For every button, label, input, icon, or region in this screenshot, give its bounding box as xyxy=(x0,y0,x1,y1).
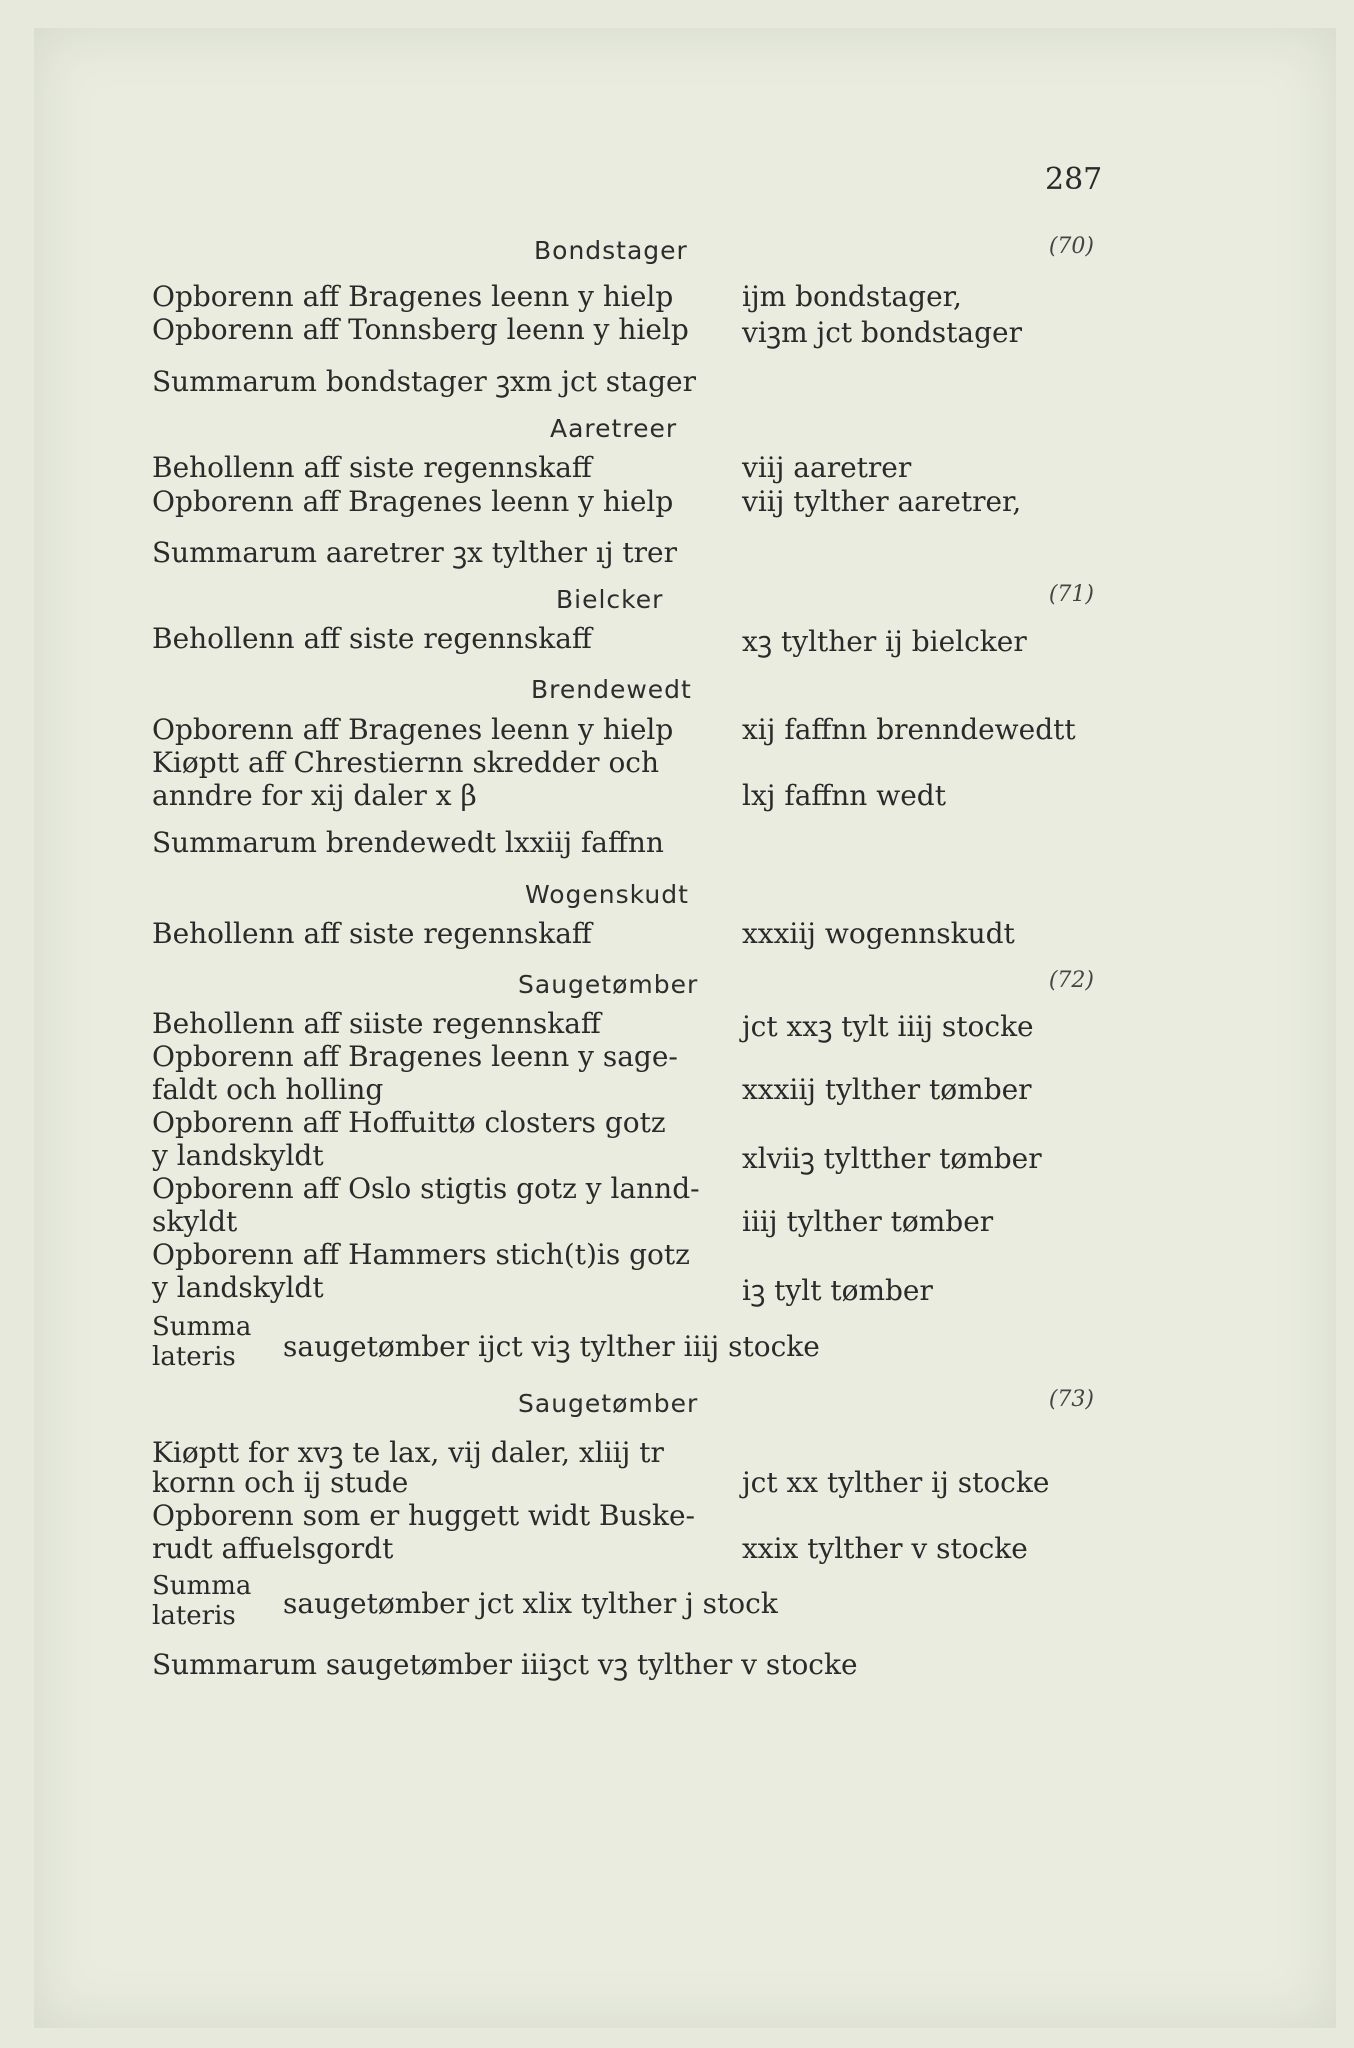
entry-left: Behollenn aff siste regennskaff xyxy=(152,622,592,655)
entry-left: Opborenn aff Bragenes leenn y hielp xyxy=(152,280,674,313)
summary-line: Summarum saugetømber iiiꝫct vꝫ tylther v stocke xyxy=(152,1648,858,1681)
entry-right: viꝫm jct bondstager xyxy=(742,316,1022,349)
entry-left: y landskyldt xyxy=(152,1271,324,1304)
section-heading-wogenskudt: Wogenskudt xyxy=(525,880,689,909)
entry-left: skyldt xyxy=(152,1205,238,1238)
summa-lateris-text: saugetømber ijct viꝫ tylther iiij stocke xyxy=(283,1330,820,1363)
summa-lateris-label xyxy=(152,1571,251,1631)
entry-right: ijm bondstager, xyxy=(742,280,962,313)
summa-lateris-text: saugetømber jct xlix tylther j stock xyxy=(283,1587,778,1620)
page-number: 287 xyxy=(1045,162,1103,197)
entry-right: xij faffnn brenndewedtt xyxy=(742,713,1076,746)
section-ref: (73) xyxy=(1048,1387,1094,1412)
entry-right: viij aaretrer xyxy=(742,451,912,484)
entry-right: lxj faffnn wedt xyxy=(742,779,946,812)
section-heading-saugetomber: Saugetømber xyxy=(518,1389,699,1418)
section-ref: (72) xyxy=(1048,968,1094,993)
section-ref: (70) xyxy=(1048,234,1094,259)
entry-right: xxxiij tylther tømber xyxy=(742,1073,1032,1106)
section-ref: (71) xyxy=(1048,582,1094,607)
entry-left: Opborenn aff Bragenes leenn y hielp xyxy=(152,713,674,746)
entry-right: iꝫ tylt tømber xyxy=(742,1274,933,1307)
entry-left: kornn och ij stude xyxy=(152,1466,409,1499)
lateris-word: lateris xyxy=(152,1601,236,1631)
summa-word: Summa xyxy=(152,1571,252,1601)
entry-left: y landskyldt xyxy=(152,1139,324,1172)
entry-left: Opborenn aff Bragenes leenn y sage- xyxy=(152,1040,678,1073)
section-heading-saugetomber: Saugetømber xyxy=(518,970,699,999)
section-heading-bielcker: Bielcker xyxy=(556,585,664,614)
entry-right: jct xx tylther ij stocke xyxy=(742,1466,1050,1499)
summary-line: Summarum bondstager ꝫxm jct stager xyxy=(152,365,696,398)
section-heading-bondstager: Bondstager xyxy=(534,236,688,265)
entry-left: rudt affuelsgordt xyxy=(152,1532,394,1565)
summa-lateris-label xyxy=(152,1312,251,1372)
entry-left: Opborenn aff Oslo stigtis gotz y lannd- xyxy=(152,1172,700,1205)
entry-left: Behollenn aff siste regennskaff xyxy=(152,451,592,484)
summary-line: Summarum aaretrer ꝫx tylther ıj trer xyxy=(152,536,678,569)
entry-left: Behollenn aff siiste regennskaff xyxy=(152,1007,601,1040)
entry-left: Behollenn aff siste regennskaff xyxy=(152,917,592,950)
entry-right: iiij tylther tømber xyxy=(742,1205,994,1238)
entry-right: xꝫ tylther ij bielcker xyxy=(742,625,1027,658)
summa-word: Summa xyxy=(152,1312,252,1342)
summary-line: Summarum brendewedt lxxiij faffnn xyxy=(152,826,664,859)
entry-left: Kiøptt aff Chrestiernn skredder och xyxy=(152,746,660,779)
entry-left: faldt och holling xyxy=(152,1073,384,1106)
section-heading-brendewedt: Brendewedt xyxy=(531,675,692,704)
entry-left: anndre for xij daler x β xyxy=(152,779,477,812)
entry-left: Opborenn aff Bragenes leenn y hielp xyxy=(152,485,674,518)
lateris-word: lateris xyxy=(152,1342,236,1372)
entry-left: Opborenn aff Hoffuittø closters gotz xyxy=(152,1106,666,1139)
entry-left: Opborenn som er huggett widt Buske- xyxy=(152,1499,695,1532)
entry-right: xxxiij wogennskudt xyxy=(742,917,1015,950)
entry-right: xlviiꝫ tyltther tømber xyxy=(742,1142,1042,1175)
entry-right: jct xxꝫ tylt iiij stocke xyxy=(742,1010,1034,1043)
entry-right: viij tylther aaretrer, xyxy=(742,485,1022,518)
entry-right: xxix tylther v stocke xyxy=(742,1532,1028,1565)
entry-left: Opborenn aff Hammers stich(t)is gotz xyxy=(152,1238,690,1271)
section-heading-aaretreer: Aaretreer xyxy=(550,414,678,443)
entry-left: Opborenn aff Tonnsberg leenn y hielp xyxy=(152,313,689,346)
entry-left: Kiøptt for xvꝫ te lax, vij daler, xliij tr xyxy=(152,1436,664,1469)
